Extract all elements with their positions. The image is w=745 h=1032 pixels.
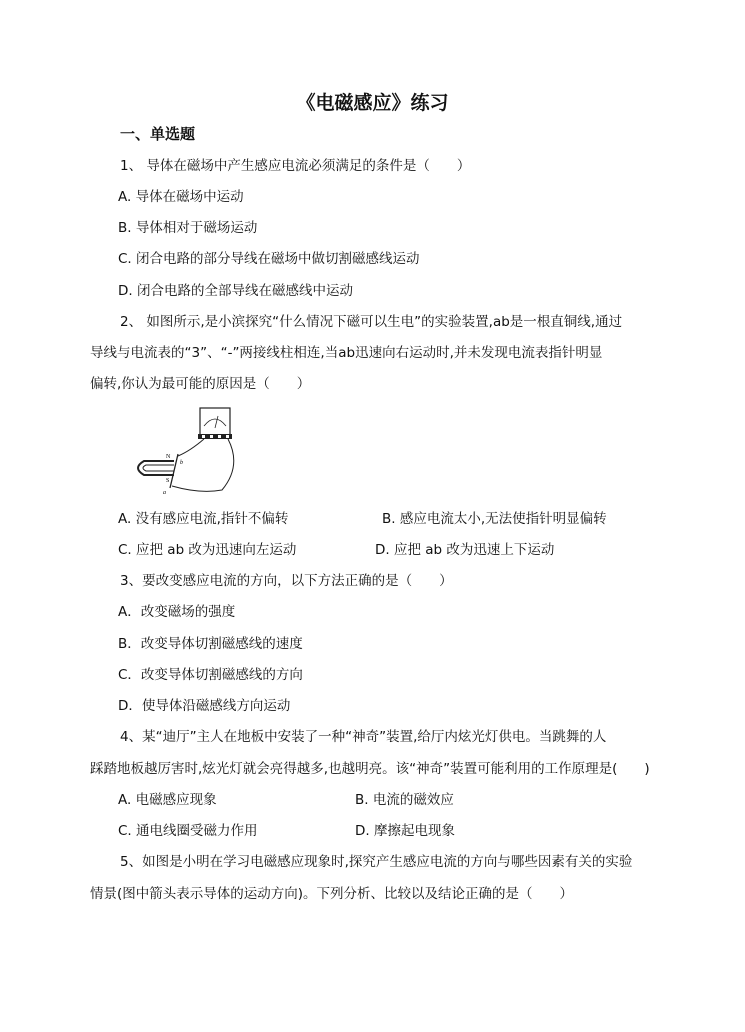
q2-option-a: A. 没有感应电流,指针不偏转 — [118, 511, 289, 527]
ammeter-body — [200, 408, 230, 436]
q2-stem-line3: 偏转,你认为最可能的原因是（ ） — [90, 376, 311, 392]
q2-option-b: B. 感应电流太小,无法使指针明显偏转 — [382, 511, 607, 527]
q3-stem: 3、要改变感应电流的方向，以下方法正确的是（ ） — [120, 573, 453, 589]
q2-option-d: D. 应把 ab 改为迅速上下运动 — [375, 542, 555, 558]
label-b: b — [180, 460, 183, 466]
q2-stem-line1: 2、 如图所示,是小滨探究“什么情况下磁可以生电”的实验装置,ab是一根直铜线,通过 — [120, 314, 623, 330]
q5-stem-line1: 5、如图是小明在学习电磁感应现象时,探究产生感应电流的方向与哪些因素有关的实验 — [120, 854, 633, 870]
q5-stem-line2: 情景(图中箭头表示导体的运动方向)。下列分析、比较以及结论正确的是（ ） — [90, 886, 574, 902]
q4-option-c: C. 通电线圈受磁力作用 — [118, 823, 258, 839]
section-heading: 一、单选题 — [120, 125, 196, 143]
wire-left — [178, 439, 204, 456]
q3-option-a: A．改变磁场的强度 — [118, 604, 236, 620]
q4-stem-line1: 4、某“迪厅”主人在地板中安装了一种“神奇”装置,给厅内炫光灯供电。当跳舞的人 — [120, 729, 607, 745]
q4-option-b: B. 电流的磁效应 — [355, 792, 454, 808]
label-s: S — [166, 478, 170, 484]
label-a: a — [163, 490, 166, 496]
q4-stem-line2: 踩踏地板越厉害时,炫光灯就会亮得越多,也越明亮。该“神奇”装置可能利用的工作原理是( ) — [90, 761, 650, 777]
q3-option-c: C．改变导体切割磁感线的方向 — [118, 667, 303, 683]
q2-stem-line2: 导线与电流表的“3”、“-”两接线柱相连,当ab迅速向右运动时,并未发现电流表指针明显 — [90, 345, 603, 361]
q1-option-c: C. 闭合电路的部分导线在磁场中做切割磁感线运动 — [118, 251, 420, 267]
q4-option-a: A. 电磁感应现象 — [118, 792, 217, 808]
q1-option-b: B. 导体相对于磁场运动 — [118, 220, 258, 236]
q1-option-a: A. 导体在磁场中运动 — [118, 189, 244, 205]
q1-stem: 1、 导体在磁场中产生感应电流必须满足的条件是（ ） — [120, 158, 471, 174]
q2-option-c: C. 应把 ab 改为迅速向左运动 — [118, 542, 297, 558]
q4-option-d: D. 摩擦起电现象 — [355, 823, 455, 839]
q2-experiment-figure — [130, 406, 240, 496]
q3-option-b: B．改变导体切割磁感线的速度 — [118, 636, 303, 652]
label-n: N — [166, 454, 171, 460]
q1-option-d: D. 闭合电路的全部导线在磁感线中运动 — [118, 283, 353, 299]
q3-option-d: D．使导体沿磁感线方向运动 — [118, 698, 291, 714]
page-title: 《电磁感应》练习 — [296, 92, 449, 114]
